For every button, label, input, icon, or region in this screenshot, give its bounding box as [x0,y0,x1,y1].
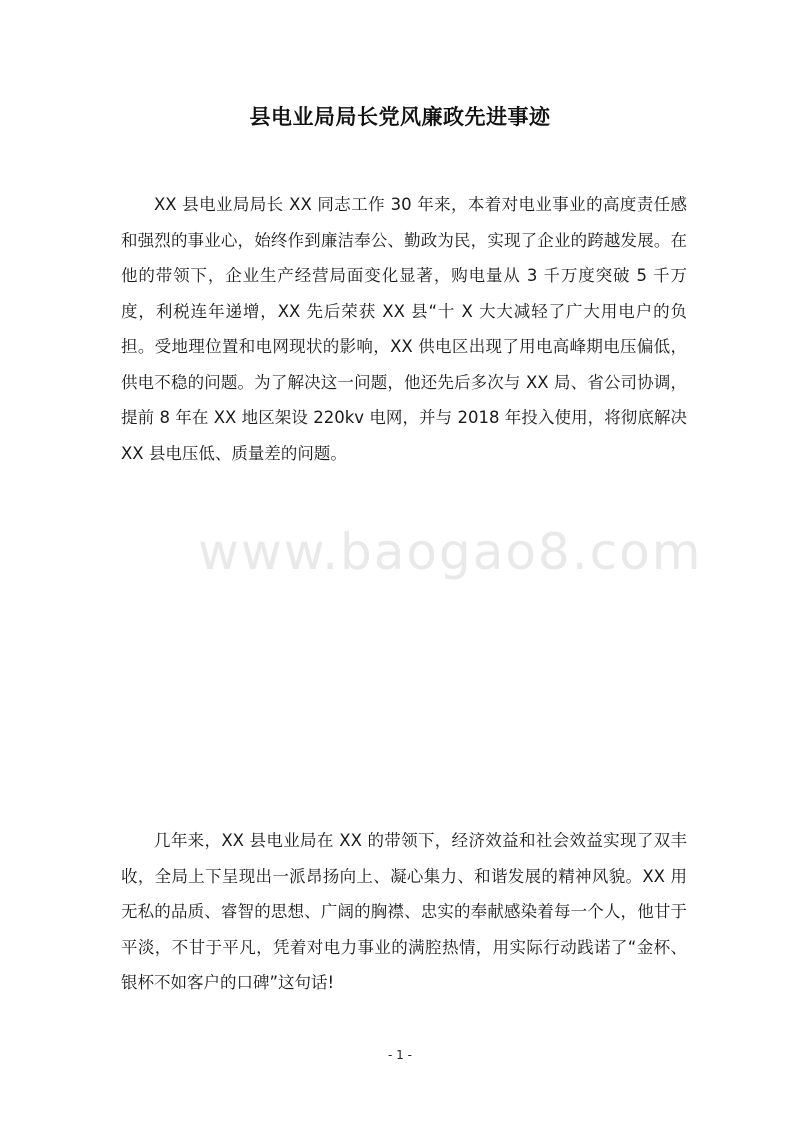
paragraph-2: 几年来，XX 县电业局在 XX 的带领下，经济效益和社会效益实现了双丰收，全局上下呈现出一派昂扬向上、凝心集力、和谐发展的精神风貌。XX 用无私的品质、睿智的思想、广阔的胸襟、忠实的奉献感染着每一个人，他甘于平淡，不甘于平凡，凭着对电力事业的满腔热情，用实际行动践诺了“金杯、银杯不如客户的口碑”这句话! [121,831,687,992]
watermark: www.baogao8.com [198,523,703,581]
paragraph-1: XX 县电业局局长 XX 同志工作 30 年来，本着对电业事业的高度责任感和强烈的事业心，始终作到廉洁奉公、勤政为民，实现了企业的跨越发展。在他的带领下，企业生产经营局面变化显著，购电量从 3 千万度突破 5 千万度，利税连年递增，XX 先后荣获 XX 县“十 X 大大减轻了广大用电户的负担。受地理位置和电网现状的影响，XX 供电区出现了用电高峰期电压偏低，供电不稳的问题。为了解决这一问题，他还先后多次与 XX 局、省公司协调，提前 8 年在 XX 地区架设 220kv 电网，并与 2018 年投入使用，将彻底解决 XX 县电压低、质量差的问题。 [121,195,687,463]
page-number: - 1 - [388,1048,412,1062]
document-title: 县电业局局长党风廉政先进事迹 [249,104,551,129]
